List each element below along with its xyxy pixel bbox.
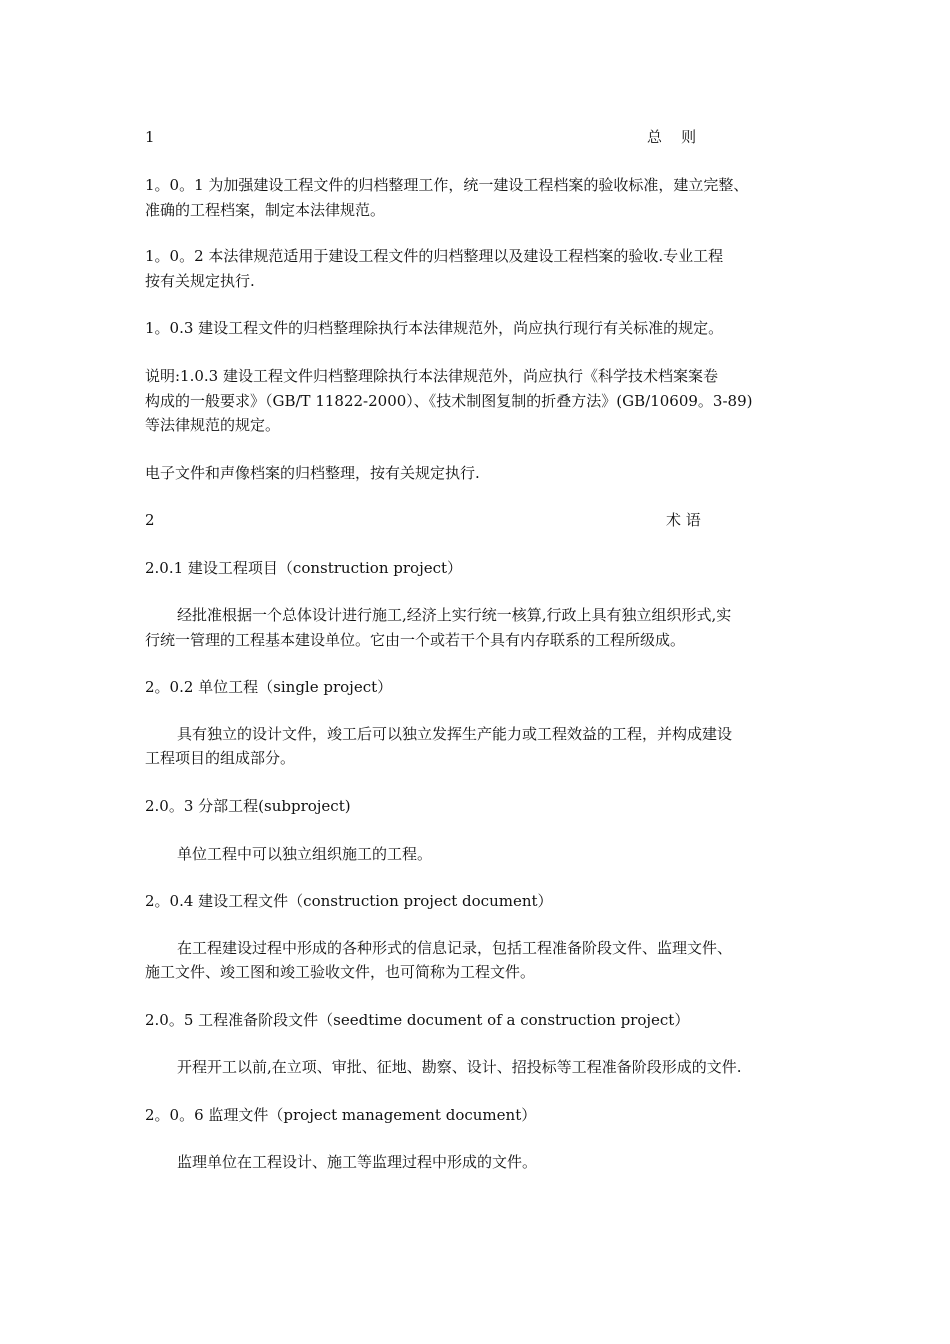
term-2-0-1-definition-line-2: 行统一管理的工程基本建设单位。它由一个或若干个具有内存联系的工程所级成。 (145, 631, 686, 649)
paragraph-1-0-3: 1。0.3 建设工程文件的归档整理除执行本法律规范外，尚应执行现行有关标准的规定。 (145, 319, 724, 337)
term-2-0-2-heading: 2。0.2 单位工程（single project） (145, 678, 393, 696)
section-1-number: 1 (145, 128, 155, 146)
paragraph-electronic-files: 电子文件和声像档案的归档整理，按有关规定执行. (145, 464, 480, 482)
term-2-0-2-definition-line-2: 工程项目的组成部分。 (145, 749, 296, 767)
term-2-0-5-heading: 2.0。5 工程准备阶段文件（seedtime document of a construction project） (145, 1011, 690, 1029)
note-line-1: 说明:1.0.3 建设工程文件归档整理除执行本法律规范外，尚应执行《科学技术档案案卷 (145, 367, 718, 385)
term-2-0-4-definition-line-1: 在工程建设过程中形成的各种形式的信息记录，包括工程准备阶段文件、监理文件、 (177, 939, 733, 957)
term-2-0-3-definition: 单位工程中可以独立组织施工的工程。 (177, 845, 433, 863)
term-2-0-5-definition: 开程开工以前,在立项、审批、征地、勘察、设计、招投标等工程准备阶段形成的文件. (177, 1058, 742, 1076)
term-2-0-1-heading: 2.0.1 建设工程项目（construction project） (145, 559, 463, 577)
term-2-0-1-definition-line-1: 经批准根据一个总体设计进行施工,经济上实行统一核算,行政上具有独立组织形式,实 (177, 606, 732, 624)
note-line-3: 等法律规范的规定。 (145, 416, 281, 434)
note-line-2: 构成的一般要求》（GB/T 11822-2000）、《技术制图复制的折叠方法》(GB/10609。3-89) (145, 392, 753, 410)
paragraph-1-0-2-line-1: 1。0。2 本法律规范适用于建设工程文件的归档整理以及建设工程档案的验收.专业工程 (145, 247, 724, 265)
term-2-0-4-heading: 2。0.4 建设工程文件（construction project document） (145, 892, 553, 910)
paragraph-1-0-1-line-1: 1。0。1 为加强建设工程文件的归档整理工作，统一建设工程档案的验收标准，建立完整、 (145, 176, 749, 194)
section-2-title: 术 语 (666, 511, 701, 529)
term-2-0-6-heading: 2。0。6 监理文件（project management document） (145, 1106, 537, 1124)
term-2-0-6-definition: 监理单位在工程设计、施工等监理过程中形成的文件。 (177, 1153, 538, 1171)
term-2-0-2-definition-line-1: 具有独立的设计文件，竣工后可以独立发挥生产能力或工程效益的工程，并构成建设 (177, 725, 733, 743)
section-2-number: 2 (145, 511, 155, 529)
paragraph-1-0-1-line-2: 准确的工程档案，制定本法律规范。 (145, 201, 386, 219)
section-1-title: 总 则 (647, 128, 697, 146)
paragraph-1-0-2-line-2: 按有关规定执行. (145, 272, 255, 290)
term-2-0-3-heading: 2.0。3 分部工程(subproject) (145, 797, 351, 815)
term-2-0-4-definition-line-2: 施工文件、竣工图和竣工验收文件，也可简称为工程文件。 (145, 963, 536, 981)
